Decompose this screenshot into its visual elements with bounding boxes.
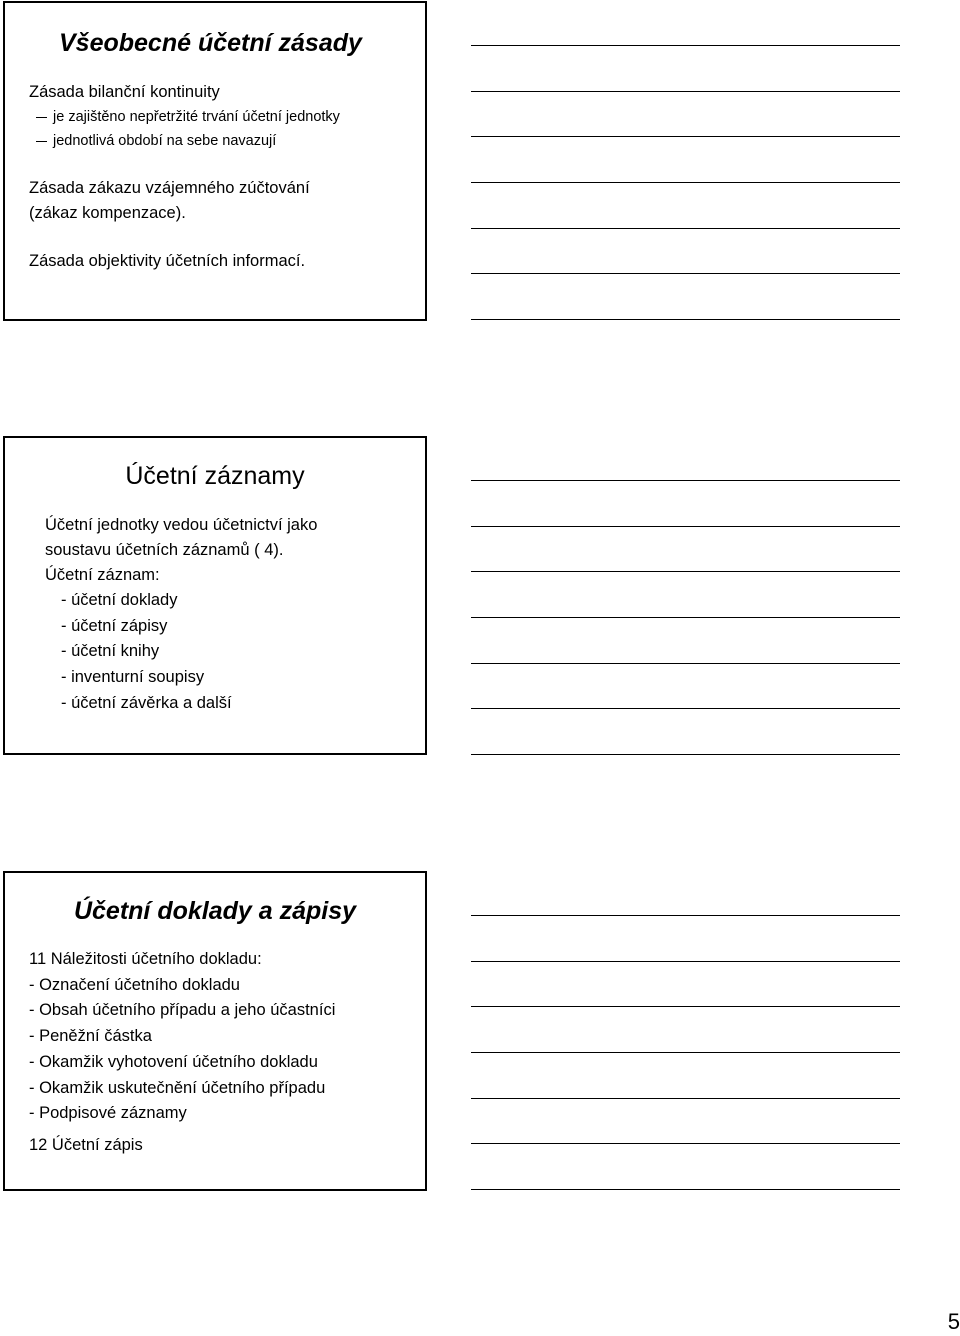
principle-compensation-note: (zákaz kompenzace). xyxy=(29,204,186,222)
body-text: 12 Účetní zápis xyxy=(29,1135,143,1154)
slide-body xyxy=(45,513,317,717)
principle-objectivity: Zásada objektivity účetních informací. xyxy=(29,252,306,270)
list-item: - Okamžik vyhotovení účetního dokladu xyxy=(29,1052,318,1071)
principle-continuity: Zásada bilanční kontinuity xyxy=(29,83,220,101)
list-item: - Obsah účetního případu a jeho účastníci xyxy=(29,1001,336,1020)
body-text: Účetní záznam: xyxy=(45,566,160,584)
slide-body xyxy=(29,947,335,1159)
principle-compensation: Zásada zákazu vzájemného zúčtování xyxy=(29,179,310,197)
slide-body xyxy=(29,80,340,274)
slide-title: Všeobecné účetní zásady xyxy=(59,29,362,57)
list-item: - účetní zápisy xyxy=(61,616,168,635)
note-line xyxy=(471,663,900,709)
note-line xyxy=(471,273,900,319)
note-line xyxy=(471,708,900,754)
list-item: - Podpisové záznamy xyxy=(29,1104,187,1123)
notes-lines xyxy=(471,915,900,1235)
note-line xyxy=(471,1143,900,1189)
note-line xyxy=(471,228,900,274)
note-line xyxy=(471,480,900,526)
list-item: - účetní doklady xyxy=(61,591,178,609)
slide-3 xyxy=(3,871,427,1191)
body-text: soustavu účetních záznamů ( 4). xyxy=(45,541,284,559)
sub-point: je zajištěno nepřetržité trvání účetní jednotky xyxy=(29,105,340,129)
page-number: 5 xyxy=(947,1309,960,1334)
note-line xyxy=(471,617,900,663)
note-line xyxy=(471,1006,900,1052)
slide-1 xyxy=(3,1,427,321)
note-line xyxy=(471,319,900,365)
slide-title: Účetní záznamy xyxy=(125,462,305,490)
note-line xyxy=(471,91,900,137)
list-item: - Peněžní částka xyxy=(29,1027,152,1046)
dash-bullet xyxy=(36,141,47,142)
slide-2 xyxy=(3,436,427,755)
note-line xyxy=(471,136,900,182)
note-line xyxy=(471,45,900,91)
note-line xyxy=(471,961,900,1007)
list-item: - Okamžik uskutečnění účetního případu xyxy=(29,1078,326,1097)
note-line xyxy=(471,1189,900,1235)
list-item: - účetní závěrka a další xyxy=(61,693,232,712)
list-item: - Označení účetního dokladu xyxy=(29,975,240,994)
note-line xyxy=(471,1098,900,1144)
list-item: - účetní knihy xyxy=(61,642,160,661)
notes-lines xyxy=(471,480,900,800)
body-text: Účetní jednotky vedou účetnictví jako xyxy=(45,516,318,534)
note-line xyxy=(471,1052,900,1098)
note-line xyxy=(471,754,900,800)
dash-bullet xyxy=(36,117,47,118)
sub-point: jednotlivá období na sebe navazují xyxy=(29,129,340,153)
note-line xyxy=(471,182,900,228)
notes-lines xyxy=(471,45,900,365)
list-item: - inventurní soupisy xyxy=(61,668,205,687)
body-text: 11 Náležitosti účetního dokladu: xyxy=(29,950,262,968)
note-line xyxy=(471,915,900,961)
slide-title: Účetní doklady a zápisy xyxy=(73,897,357,925)
note-line xyxy=(471,571,900,617)
note-line xyxy=(471,526,900,572)
